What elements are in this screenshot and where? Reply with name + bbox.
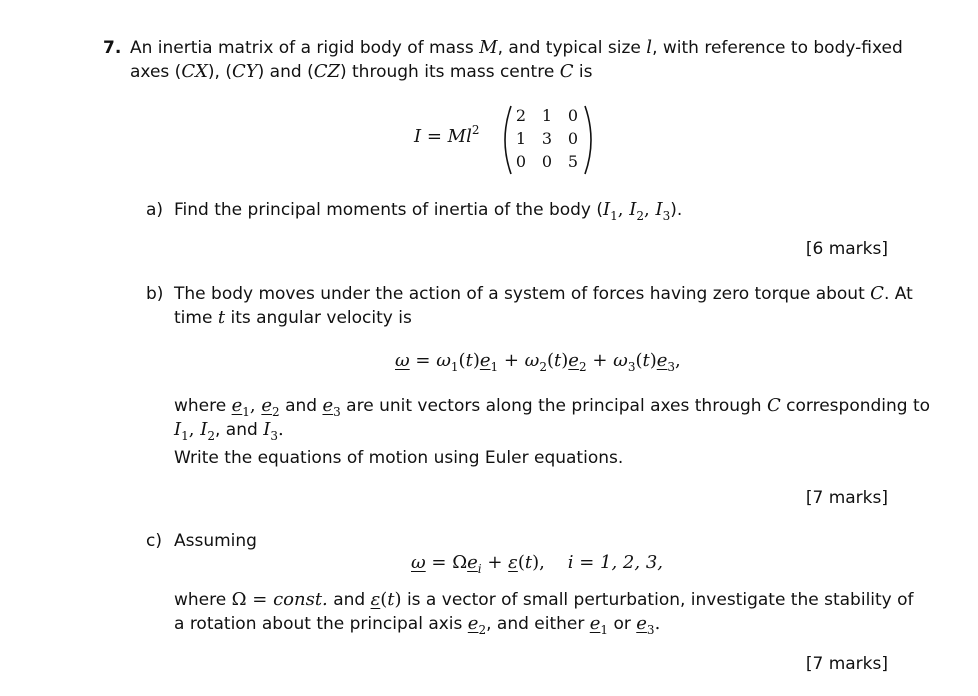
intro-text: ) and ( xyxy=(257,62,314,82)
part-c-assuming xyxy=(174,529,257,553)
part-c-marks xyxy=(806,654,888,674)
intro-text: axes ( xyxy=(130,62,182,82)
matrix-cell: 5 xyxy=(567,152,579,171)
part-b-text: The body moves under the action of a system of forces having zero torque about xyxy=(174,284,865,304)
part-label: c) xyxy=(146,531,162,551)
part-b-text: where xyxy=(174,396,227,416)
part-c-text: and xyxy=(333,590,366,610)
inertia-equation xyxy=(414,123,480,147)
angular-velocity-equation: $\omega = \omega_1(t)e_1 + \omega_2(t)e_2 + \omega_3(t)e_3$, xyxy=(395,350,681,374)
question-number xyxy=(103,36,121,60)
part-b-where-line2: $I_1$, $I_2$, and $I_3$. xyxy=(174,419,284,443)
subscript: 3 xyxy=(662,209,671,223)
var-t: t xyxy=(217,307,226,328)
var-l: l xyxy=(646,37,653,58)
part-b-text: corresponding to xyxy=(786,396,931,416)
part-a-prompt: Find the principal moments of inertia of the body ( xyxy=(174,200,604,220)
var-C: C xyxy=(559,61,574,82)
part-a-label xyxy=(146,198,163,222)
part-b-text: time xyxy=(174,308,213,328)
question-intro-line1 xyxy=(130,36,903,60)
part-c-where-line2: a rotation about the principal axis $e_2$, and either $e_1$ or $e_3$. xyxy=(174,613,661,637)
var-C: C xyxy=(870,283,884,304)
part-c-label xyxy=(146,529,162,553)
var-C: C xyxy=(766,395,781,416)
part-label: b) xyxy=(146,284,164,304)
const-label: const. xyxy=(273,589,328,610)
part-b-text: . At xyxy=(883,284,913,304)
part-c-text: where xyxy=(174,590,227,610)
part-c-text: Assuming xyxy=(174,531,257,551)
subscript: 2 xyxy=(636,209,645,223)
part-b-instruction xyxy=(174,446,623,470)
intro-text: , with reference to body-fixed xyxy=(652,38,903,58)
matrix-cell: 1 xyxy=(515,129,527,148)
part-b-text: Write the equations of motion using Euler equations. xyxy=(174,448,624,468)
part-a-text: Find the principal moments of inertia of the body ($I_1$, $I_2$, $I_3$). xyxy=(174,199,683,223)
question-intro-line2 xyxy=(130,60,592,84)
var-I: I xyxy=(603,199,611,220)
var-I: I xyxy=(629,199,637,220)
axis-CY: CY xyxy=(231,61,258,82)
matrix-cell: 3 xyxy=(541,129,553,148)
intro-text: , and typical size xyxy=(497,38,647,58)
inertia-matrix xyxy=(510,106,586,176)
part-c-text: or xyxy=(613,614,631,634)
part-b-text: and xyxy=(285,396,318,416)
part-c-text: is a vector of small perturbation, investigate the stability of xyxy=(406,590,914,610)
part-c-where-line1: where Ω = const. and ε(t) is a vector of small perturbation, investigate the stability of xyxy=(174,589,914,610)
part-a-end: ). xyxy=(670,200,683,220)
question-number-label: 7. xyxy=(103,38,122,58)
index-range: i = 1, 2, 3, xyxy=(567,552,663,573)
subscript: 1 xyxy=(610,209,618,223)
intro-text: is xyxy=(573,62,593,82)
matrix-cell: 2 xyxy=(515,106,527,125)
matrix-cell: 0 xyxy=(567,106,579,125)
matrix-cell: 0 xyxy=(515,152,527,171)
part-a-marks xyxy=(806,239,888,259)
matrix-cell: 1 xyxy=(541,106,553,125)
part-b-line1 xyxy=(174,282,913,306)
var-M: M xyxy=(479,37,498,58)
part-b-label xyxy=(146,282,163,306)
perturbation-equation: $\omega = \Omega e_i + \varepsilon(t)$, i = 1, 2, 3, xyxy=(411,552,663,576)
part-b-where-line1: where $e_1$, $e_2$ and $e_3$ are unit vectors along the principal axes through C corresponding to xyxy=(174,395,931,419)
intro-text: ), ( xyxy=(207,62,232,82)
part-b-text: , and xyxy=(214,420,258,440)
matrix-cell: 0 xyxy=(567,129,579,148)
marks-label: [7 marks] xyxy=(805,654,888,674)
part-b-text: its angular velocity is xyxy=(230,308,412,328)
intro-text: An inertia matrix of a rigid body of mass xyxy=(130,38,480,58)
var-I: I xyxy=(655,199,663,220)
part-b-text: are unit vectors along the principal axes through xyxy=(346,396,762,416)
part-b-marks xyxy=(806,488,888,508)
equation-lhs: I = Ml xyxy=(414,126,472,147)
matrix-cell: 0 xyxy=(541,152,553,171)
axis-CZ: CZ xyxy=(313,61,340,82)
marks-label: [7 marks] xyxy=(805,488,888,508)
equation-power: 2 xyxy=(471,123,480,137)
marks-label: [6 marks] xyxy=(805,239,888,259)
part-label: a) xyxy=(146,200,164,220)
part-c-text: a rotation about the principal axis xyxy=(174,614,463,634)
part-b-line2 xyxy=(174,306,412,330)
part-c-text: , and either xyxy=(486,614,585,634)
intro-text: ) through its mass centre xyxy=(339,62,560,82)
axis-CX: CX xyxy=(181,61,208,82)
